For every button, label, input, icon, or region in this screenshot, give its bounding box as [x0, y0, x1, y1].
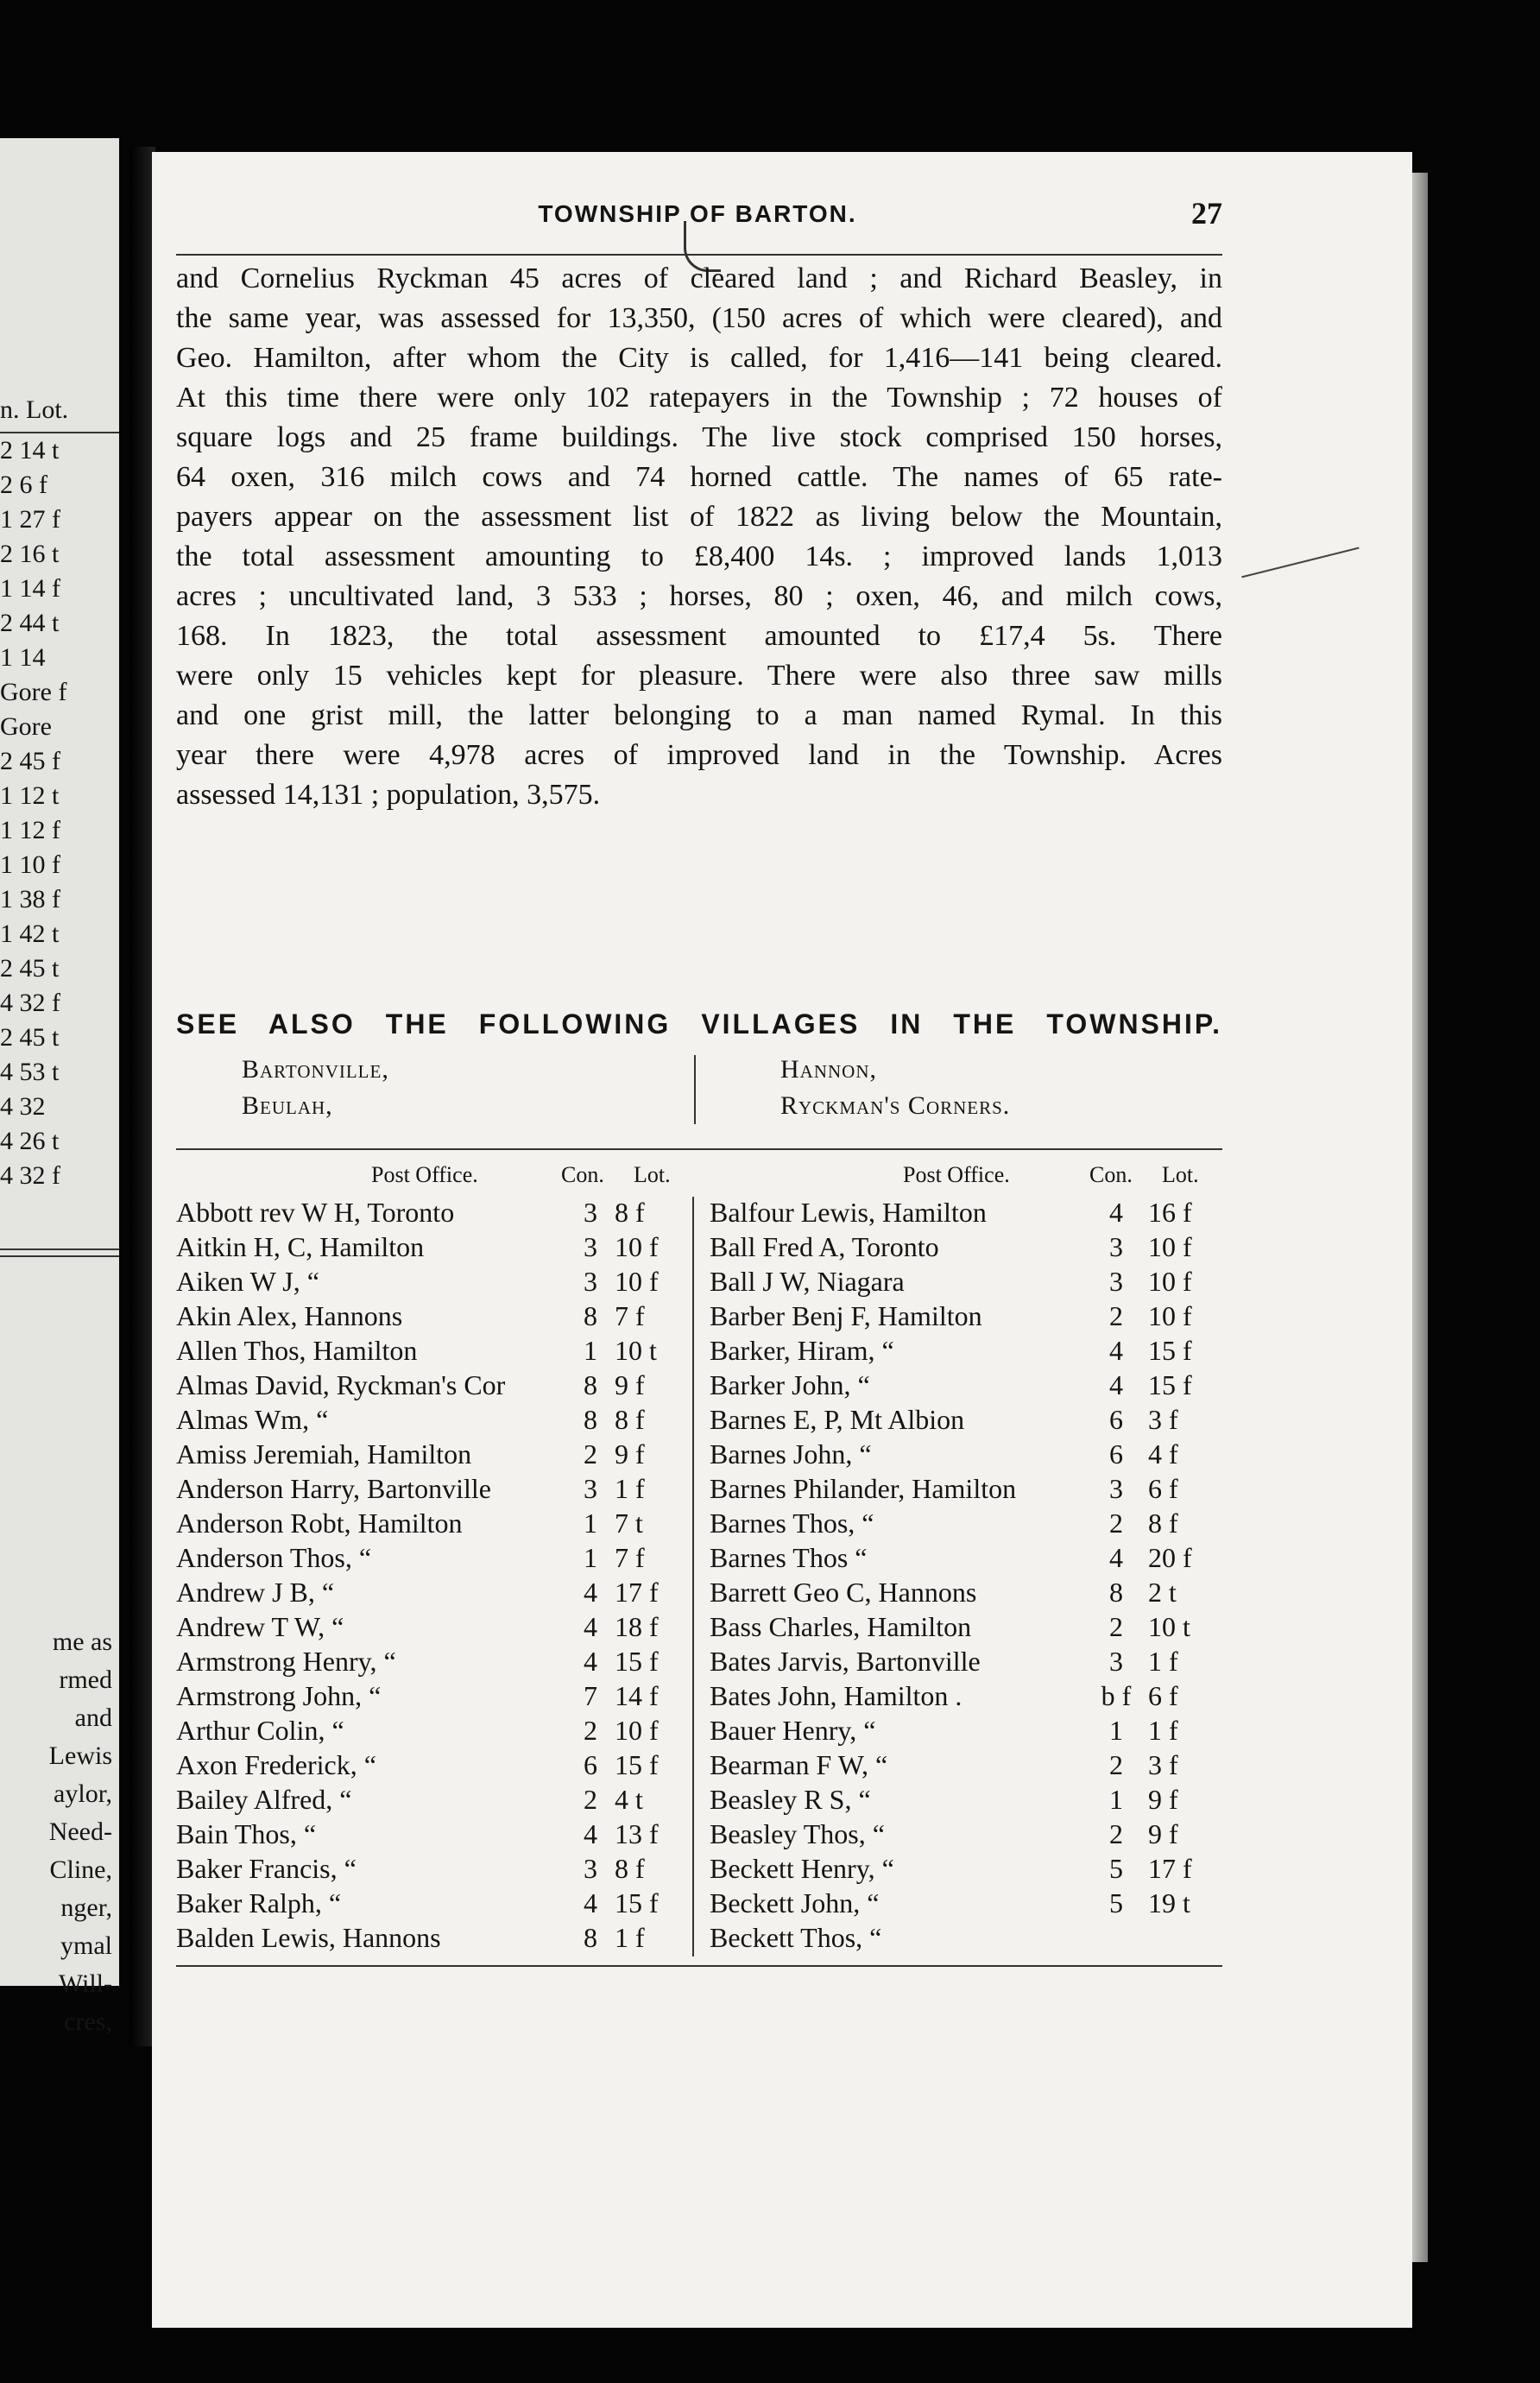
directory-entry	[176, 1644, 685, 1678]
entry-lot: 1 f	[615, 1922, 645, 1953]
directory-entry	[176, 1678, 685, 1713]
entry-lot: 9 f	[615, 1438, 645, 1470]
entry-lot: 17 f	[1148, 1853, 1192, 1884]
directory-entry	[710, 1437, 1228, 1471]
entry-concession: 6	[1109, 1438, 1123, 1470]
previous-page-word: and	[74, 1703, 112, 1732]
directory-entry	[176, 1368, 685, 1402]
entry-name: Barker John, “	[710, 1369, 870, 1400]
entry-lot: 15 f	[615, 1646, 659, 1677]
previous-page-lot: 4 32 f	[0, 1161, 60, 1190]
previous-page-lot: 4 32 f	[0, 989, 60, 1017]
entry-lot: 17 f	[615, 1577, 659, 1608]
entry-name: Bauer Henry, “	[710, 1715, 876, 1746]
village-name: Beulah,	[242, 1091, 333, 1120]
directory-entry	[176, 1506, 685, 1540]
body-text-line: 168. In 1823, the total assessment amounted to £17,4 5s. There	[176, 620, 1222, 652]
entry-concession: 2	[1109, 1508, 1123, 1539]
directory-entry	[176, 1851, 685, 1886]
previous-page-lot: 2 45 f	[0, 747, 60, 775]
entry-concession: 4	[584, 1887, 597, 1918]
left-con-header: Con.	[561, 1162, 604, 1187]
entry-name: Barnes Philander, Hamilton	[710, 1473, 1017, 1504]
entry-lot: 7 t	[615, 1508, 643, 1539]
directory-entry	[710, 1886, 1228, 1920]
entry-lot: 16 f	[1148, 1197, 1192, 1228]
entry-concession: 4	[1109, 1197, 1123, 1228]
body-text-line: payers appear on the assessment list of 1822 as living below the Mountain,	[176, 501, 1222, 533]
entry-name: Ball Fred A, Toronto	[710, 1231, 939, 1262]
entry-lot: 4 t	[615, 1784, 643, 1815]
entry-lot: 15 f	[615, 1887, 659, 1918]
directory-entry	[710, 1540, 1228, 1575]
entry-lot: 14 f	[615, 1680, 659, 1711]
entry-name: Barker, Hiram, “	[710, 1335, 894, 1366]
entry-concession: 5	[1109, 1887, 1123, 1918]
entry-name: Aitkin H, C, Hamilton	[176, 1231, 425, 1262]
entry-lot: 10 f	[1148, 1300, 1192, 1331]
directory-entry	[710, 1644, 1228, 1678]
entry-concession: 8	[584, 1300, 597, 1331]
entry-concession: 3	[584, 1473, 597, 1504]
village-name: Ryckman's Corners.	[780, 1091, 1011, 1120]
directory-entry	[710, 1402, 1228, 1437]
previous-page-word: Will-	[58, 1969, 112, 1998]
previous-page-lot: 1 12 t	[0, 781, 60, 810]
entry-lot: 4 f	[1148, 1438, 1178, 1470]
body-text-line: the total assessment amounting to £8,400 14s. ; improved lands 1,013	[176, 540, 1222, 572]
previous-page-word: me as	[52, 1628, 112, 1656]
previous-page-word: Lewis	[48, 1741, 112, 1770]
previous-page-lot: 4 26 t	[0, 1127, 60, 1155]
directory-entry	[176, 1195, 685, 1229]
right-lot-header: Lot.	[1162, 1162, 1199, 1187]
entry-name: Bailey Alfred, “	[176, 1784, 352, 1815]
directory-entry	[176, 1437, 685, 1471]
entry-concession: 3	[1109, 1231, 1123, 1262]
entry-lot: 3 f	[1148, 1749, 1178, 1780]
entry-concession: 4	[584, 1577, 597, 1608]
previous-page-lot: 2 45 t	[0, 1023, 60, 1052]
directory-entry	[710, 1609, 1228, 1644]
villages-divider	[694, 1055, 696, 1124]
entry-name: Amiss Jeremiah, Hamilton	[176, 1438, 472, 1470]
previous-page-word: aylor,	[54, 1779, 112, 1808]
entry-concession: 4	[1109, 1369, 1123, 1400]
entry-name: Anderson Harry, Bartonville	[176, 1473, 491, 1504]
entry-concession: 3	[1109, 1646, 1123, 1677]
directory-left-column	[176, 1195, 685, 1955]
entry-concession: 3	[1109, 1473, 1123, 1504]
previous-page-word: Need-	[48, 1817, 112, 1846]
entry-concession: 4	[584, 1611, 597, 1642]
entry-name: Barber Benj F, Hamilton	[710, 1300, 982, 1331]
entry-lot: 1 f	[1148, 1715, 1178, 1746]
entry-name: Barnes Thos, “	[710, 1508, 874, 1539]
body-text-line: were only 15 vehicles kept for pleasure. There were also three saw mills	[176, 660, 1222, 692]
directory-entry	[710, 1678, 1228, 1713]
directory-entry	[710, 1368, 1228, 1402]
directory-entry	[176, 1264, 685, 1299]
entry-name: Anderson Thos, “	[176, 1542, 372, 1573]
directory-entry	[176, 1782, 685, 1817]
body-text-line: At this time there were only 102 ratepayers in the Township ; 72 houses of	[176, 382, 1222, 414]
entry-name: Barnes E, P, Mt Albion	[710, 1404, 965, 1435]
entry-name: Allen Thos, Hamilton	[176, 1335, 418, 1366]
directory-top-rule	[176, 1148, 1222, 1150]
entry-concession: 8	[584, 1404, 597, 1435]
entry-concession: 3	[584, 1853, 597, 1884]
previous-page-lot: 2 14 t	[0, 436, 60, 465]
body-text-line: year there were 4,978 acres of improved land in the Township. Acres	[176, 739, 1222, 771]
directory-entry	[176, 1575, 685, 1609]
left-lot-header: Lot.	[634, 1162, 671, 1187]
entry-name: Baker Ralph, “	[176, 1887, 342, 1918]
entry-name: Balfour Lewis, Hamilton	[710, 1197, 987, 1228]
directory-bottom-rule	[176, 1965, 1222, 1967]
village-name: Hannon,	[780, 1055, 877, 1084]
directory-entry	[710, 1782, 1228, 1817]
entry-name: Armstrong Henry, “	[176, 1646, 396, 1677]
directory-entry	[710, 1264, 1228, 1299]
entry-concession: 4	[584, 1646, 597, 1677]
right-con-header: Con.	[1089, 1162, 1133, 1187]
directory-entry	[176, 1471, 685, 1506]
entry-lot: 2 t	[1148, 1577, 1177, 1608]
entry-concession: 6	[584, 1749, 597, 1780]
directory-entry	[176, 1333, 685, 1368]
entry-lot: 19 t	[1148, 1887, 1190, 1918]
body-text-line: the same year, was assessed for 13,350, (150 acres of which were cleared), and	[176, 302, 1222, 334]
entry-lot: 10 f	[615, 1231, 659, 1262]
body-paragraph	[176, 259, 1222, 815]
page-number: 27	[1191, 196, 1222, 231]
entry-lot: 6 f	[1148, 1473, 1178, 1504]
entry-name: Beckett Thos, “	[710, 1922, 882, 1953]
entry-concession: 1	[584, 1335, 597, 1366]
entry-concession: 8	[1109, 1577, 1123, 1608]
entry-concession: 1	[1109, 1715, 1123, 1746]
directory-entry	[176, 1713, 685, 1748]
body-text-line: acres ; uncultivated land, 3 533 ; horses, 80 ; oxen, 46, and milch cows,	[176, 580, 1222, 612]
entry-lot: 10 f	[615, 1715, 659, 1746]
entry-lot: 8 f	[615, 1404, 645, 1435]
entry-name: Arthur Colin, “	[176, 1715, 344, 1746]
entry-name: Bain Thos, “	[176, 1818, 317, 1849]
body-text-line: and Cornelius Ryckman 45 acres of cleared land ; and Richard Beasley, in	[176, 262, 1222, 294]
directory-entry	[710, 1471, 1228, 1506]
entry-name: Bates John, Hamilton .	[710, 1680, 962, 1711]
previous-page-lot: 2 44 t	[0, 609, 60, 637]
entry-concession: 2	[1109, 1611, 1123, 1642]
left-post-office-header: Post Office.	[371, 1162, 478, 1187]
entry-name: Aiken W J, “	[176, 1266, 319, 1297]
entry-lot: 7 f	[615, 1300, 645, 1331]
entry-concession: 3	[1109, 1266, 1123, 1297]
directory-entry	[710, 1575, 1228, 1609]
entry-concession: 1	[584, 1542, 597, 1573]
directory-entry	[710, 1920, 1228, 1955]
previous-page-lot: 1 42 t	[0, 920, 60, 948]
entry-concession: 2	[1109, 1818, 1123, 1849]
previous-page-lot-column	[0, 433, 119, 1193]
entry-name: Akin Alex, Hannons	[176, 1300, 403, 1331]
entry-concession: 2	[584, 1438, 597, 1470]
body-text-line: and one grist mill, the latter belonging to a man named Rymal. In this	[176, 699, 1222, 731]
villages-list-left	[242, 1052, 389, 1124]
directory-entry	[710, 1333, 1228, 1368]
entry-name: Bates Jarvis, Bartonville	[710, 1646, 981, 1677]
body-text-line: 64 oxen, 316 milch cows and 74 horned cattle. The names of 65 rate-	[176, 461, 1222, 493]
previous-page-column-head: n. Lot.	[0, 395, 69, 424]
previous-page-lot: 1 14 f	[0, 574, 60, 603]
entry-name: Beasley R S, “	[710, 1784, 871, 1815]
entry-name: Ball J W, Niagara	[710, 1266, 905, 1297]
previous-page-text-fragment	[0, 1623, 119, 2041]
entry-lot: 1 f	[1148, 1646, 1178, 1677]
body-text-line: square logs and 25 frame buildings. The live stock comprised 150 horses,	[176, 421, 1222, 453]
entry-lot: 1 f	[615, 1473, 645, 1504]
entry-concession: 5	[1109, 1853, 1123, 1884]
entry-name: Andrew J B, “	[176, 1577, 335, 1608]
entry-name: Beckett John, “	[710, 1887, 880, 1918]
village-name: Bartonville,	[242, 1055, 389, 1084]
previous-page-lot: 4 53 t	[0, 1058, 60, 1086]
previous-page-word: cres,	[64, 2007, 112, 2036]
previous-page-word: nger,	[60, 1893, 112, 1922]
directory-entry	[176, 1920, 685, 1955]
body-text-line: Geo. Hamilton, after whom the City is called, for 1,416—141 being cleared.	[176, 342, 1222, 374]
entry-lot: 8 f	[615, 1853, 645, 1884]
directory-entry	[710, 1506, 1228, 1540]
entry-name: Almas David, Ryckman's Cor	[176, 1369, 506, 1400]
previous-page-word: rmed	[59, 1666, 112, 1694]
directory-entry	[710, 1748, 1228, 1782]
entry-name: Abbott rev W H, Toronto	[176, 1197, 455, 1228]
entry-name: Balden Lewis, Hannons	[176, 1922, 441, 1953]
entry-lot: 18 f	[615, 1611, 659, 1642]
entry-lot: 15 f	[1148, 1335, 1192, 1366]
directory-entry	[710, 1817, 1228, 1851]
directory-entry	[176, 1229, 685, 1264]
entry-name: Barnes John, “	[710, 1438, 872, 1470]
previous-page-lot: 1 14	[0, 643, 46, 672]
entry-lot: 10 f	[1148, 1231, 1192, 1262]
entry-lot: 10 f	[1148, 1266, 1192, 1297]
entry-name: Barnes Thos “	[710, 1542, 868, 1573]
entry-lot: 20 f	[1148, 1542, 1192, 1573]
entry-lot: 8 f	[615, 1197, 645, 1228]
entry-lot: 10 t	[615, 1335, 657, 1366]
previous-page-lot: 2 6 f	[0, 471, 47, 499]
header-rule	[176, 254, 1222, 256]
previous-page-lot: 1 10 f	[0, 850, 60, 879]
previous-page-word: Cline,	[49, 1855, 112, 1884]
directory-entry	[710, 1229, 1228, 1264]
previous-page-lot: 1 12 f	[0, 816, 60, 844]
entry-name: Bass Charles, Hamilton	[710, 1611, 972, 1642]
villages-heading: SEE ALSO THE FOLLOWING VILLAGES IN THE TOWNSHIP.	[176, 1008, 1222, 1040]
entry-lot: 10 t	[1148, 1611, 1190, 1642]
entry-concession: 3	[584, 1266, 597, 1297]
entry-concession: 2	[584, 1784, 597, 1815]
directory-entry	[710, 1713, 1228, 1748]
entry-concession: 3	[584, 1197, 597, 1228]
page-header	[173, 196, 1222, 252]
previous-page-lot: 2 16 t	[0, 540, 60, 568]
previous-page-double-rule	[0, 1255, 119, 1257]
directory-entry	[176, 1609, 685, 1644]
entry-lot: 13 f	[615, 1818, 659, 1849]
directory-entry	[176, 1402, 685, 1437]
entry-concession: 3	[584, 1231, 597, 1262]
entry-concession: 1	[584, 1508, 597, 1539]
entry-lot: 8 f	[1148, 1508, 1178, 1539]
entry-name: Almas Wm, “	[176, 1404, 329, 1435]
directory-entry	[176, 1817, 685, 1851]
running-title: TOWNSHIP OF BARTON.	[538, 200, 857, 227]
previous-page-lot: Gore f	[0, 678, 67, 706]
entry-concession: b f	[1101, 1680, 1132, 1711]
directory-entry	[176, 1886, 685, 1920]
entry-name: Bearman F W, “	[710, 1749, 888, 1780]
entry-concession: 7	[584, 1680, 597, 1711]
entry-concession: 6	[1109, 1404, 1123, 1435]
directory-entry	[176, 1748, 685, 1782]
previous-page-lot: 1 27 f	[0, 505, 60, 534]
previous-page-lot: 2 45 t	[0, 954, 60, 983]
directory-right-column	[710, 1195, 1228, 1955]
entry-name: Armstrong John, “	[176, 1680, 382, 1711]
entry-concession: 4	[1109, 1335, 1123, 1366]
entry-concession: 8	[584, 1922, 597, 1953]
entry-name: Beckett Henry, “	[710, 1853, 894, 1884]
entry-name: Beasley Thos, “	[710, 1818, 885, 1849]
body-text-line: assessed 14,131 ; population, 3,575.	[176, 779, 601, 811]
entry-lot: 15 f	[1148, 1369, 1192, 1400]
entry-concession: 2	[1109, 1300, 1123, 1331]
previous-page-lot: Gore	[0, 712, 52, 741]
entry-lot: 6 f	[1148, 1680, 1178, 1711]
previous-page-fragment	[0, 138, 119, 2036]
previous-page-lot: 1 38 f	[0, 885, 60, 913]
entry-lot: 15 f	[615, 1749, 659, 1780]
previous-page-lot: 4 32	[0, 1092, 46, 1121]
entry-concession: 4	[584, 1818, 597, 1849]
entry-concession: 2	[1109, 1749, 1123, 1780]
right-post-office-header: Post Office.	[903, 1162, 1010, 1187]
entry-name: Axon Frederick, “	[176, 1749, 376, 1780]
entry-concession: 1	[1109, 1784, 1123, 1815]
villages-list-right	[780, 1052, 1010, 1124]
entry-name: Barrett Geo C, Hannons	[710, 1577, 977, 1608]
entry-lot: 3 f	[1148, 1404, 1178, 1435]
directory-entry	[176, 1540, 685, 1575]
entry-lot: 9 f	[1148, 1784, 1178, 1815]
previous-page-word: ymal	[60, 1931, 112, 1960]
previous-page-double-rule	[0, 1248, 119, 1250]
entry-name: Anderson Robt, Hamilton	[176, 1508, 463, 1539]
entry-concession: 4	[1109, 1542, 1123, 1573]
entry-lot: 7 f	[615, 1542, 645, 1573]
directory-entry	[710, 1299, 1228, 1333]
entry-concession: 8	[584, 1369, 597, 1400]
entry-lot: 10 f	[615, 1266, 659, 1297]
entry-concession: 2	[584, 1715, 597, 1746]
directory-entry	[176, 1299, 685, 1333]
entry-name: Andrew T W, “	[176, 1611, 344, 1642]
directory-entry	[710, 1851, 1228, 1886]
entry-lot: 9 f	[615, 1369, 645, 1400]
entry-name: Baker Francis, “	[176, 1853, 357, 1884]
directory-entry	[710, 1195, 1228, 1229]
entry-lot: 9 f	[1148, 1818, 1178, 1849]
directory-column-divider	[692, 1197, 694, 1956]
